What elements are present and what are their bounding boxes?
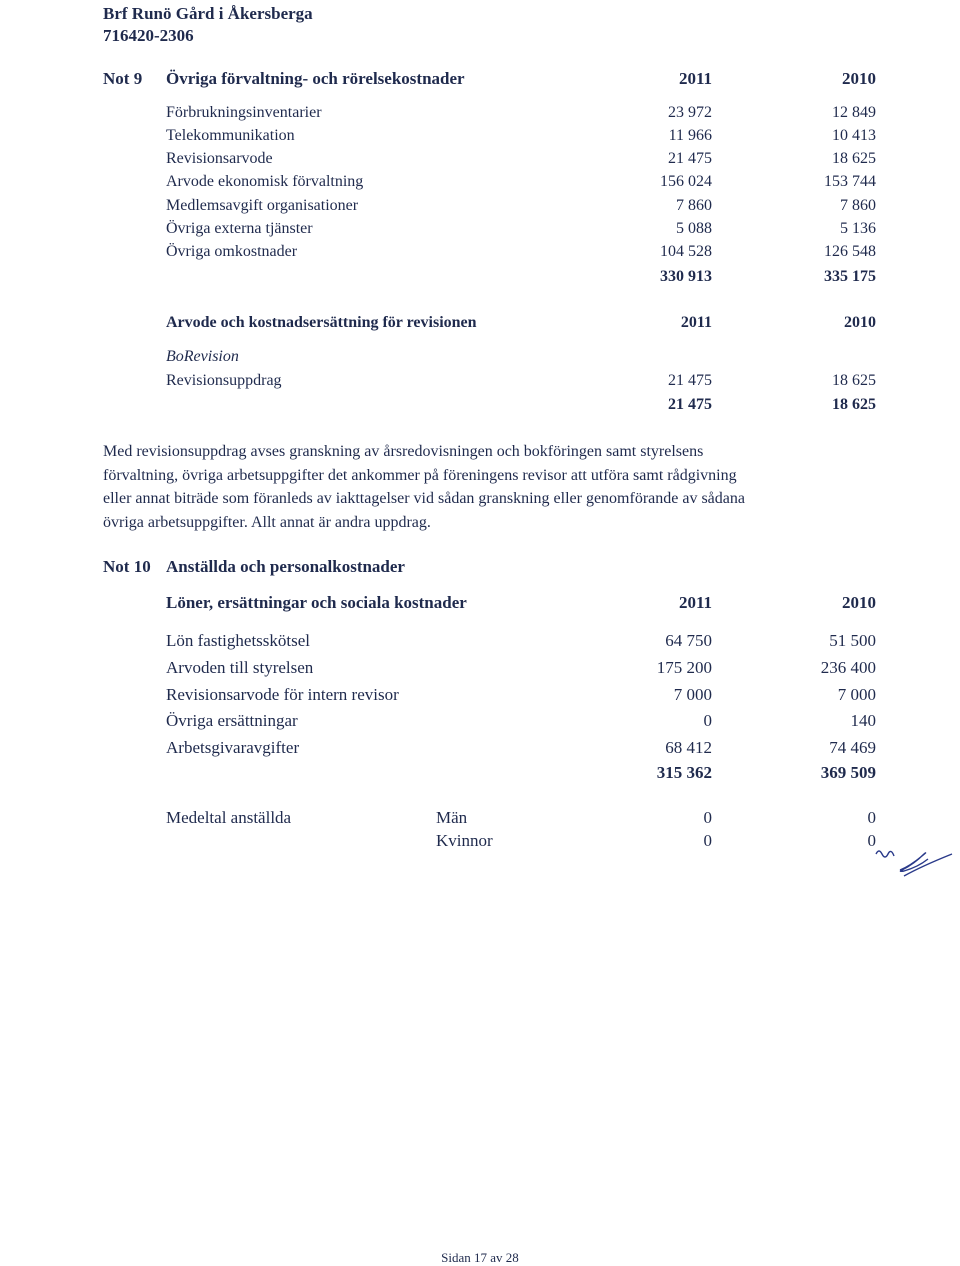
table-row-label: Övriga ersättningar — [166, 711, 298, 730]
table-cell-2010: 140 — [850, 711, 876, 730]
note9-year1: 2011 — [678, 69, 712, 88]
paragraph-line: eller annat biträde som föranleds av iakttagelser vid sådan granskning eller genomförande av sådana — [103, 490, 745, 507]
audit-total-2011: 21 475 — [668, 396, 712, 413]
table-cell-2010: 5 136 — [840, 220, 876, 237]
audit-year1: 2011 — [680, 314, 712, 331]
table-cell-2010: 7 000 — [837, 685, 876, 704]
table-cell-2011: 156 024 — [660, 173, 712, 190]
table-cell-2010: 12 849 — [832, 104, 876, 121]
audit-year2: 2010 — [844, 314, 876, 331]
note9-title: Övriga förvaltning- och rörelsekostnader — [166, 69, 465, 88]
audit-total-2010: 18 625 — [832, 396, 876, 413]
table-cell-2010: 74 469 — [829, 738, 876, 757]
table-cell-2011: 5 088 — [676, 220, 712, 237]
table-row-label: Övriga omkostnader — [166, 243, 298, 260]
table-row-label: Medlemsavgift organisationer — [166, 197, 359, 214]
note10-subtitle: Löner, ersättningar och sociala kostnader — [166, 593, 467, 612]
table-row-label: Telekommunikation — [166, 127, 295, 144]
paragraph-line: Med revisionsuppdrag avses granskning av årsredovisningen och bokföringen samt styrelsens — [103, 443, 704, 460]
employees-men-2011: 0 — [703, 808, 712, 827]
employees-men-label: Män — [436, 808, 468, 827]
table-cell-2010: 7 860 — [840, 197, 876, 214]
table-cell-2010: 10 413 — [832, 127, 876, 144]
table-cell-2011: 68 412 — [665, 738, 712, 757]
table-row-label: Revisionsarvode — [166, 150, 273, 167]
table-cell-2011: 23 972 — [668, 104, 712, 121]
audit-cell-2010: 18 625 — [832, 372, 876, 389]
employees-women-2011: 0 — [703, 831, 712, 850]
org-number: 716420-2306 — [103, 26, 194, 45]
note9-total-2010: 335 175 — [824, 268, 876, 285]
note10-total-2010: 369 509 — [820, 763, 876, 782]
table-row-label: Arvode ekonomisk förvaltning — [166, 173, 364, 190]
note9-year2: 2010 — [842, 69, 876, 88]
audit-fee-title: Arvode och kostnadsersättning för revisionen — [166, 314, 477, 331]
table-cell-2011: 7 000 — [673, 685, 712, 704]
table-row-label: Lön fastighetsskötsel — [166, 631, 311, 650]
table-cell-2011: 7 860 — [676, 197, 712, 214]
audit-firm: BoRevision — [166, 348, 239, 365]
note10-title: Anställda och personalkostnader — [166, 557, 405, 576]
company-name: Brf Runö Gård i Åkersberga — [103, 4, 313, 23]
table-cell-2010: 18 625 — [832, 150, 876, 167]
table-row-label: Arbetsgivaravgifter — [166, 738, 300, 757]
note10-label: Not 10 — [103, 557, 151, 576]
table-cell-2011: 175 200 — [656, 658, 712, 677]
page-number: Sidan 17 av 28 — [441, 1250, 519, 1265]
table-cell-2011: 104 528 — [660, 243, 712, 260]
table-cell-2010: 126 548 — [824, 243, 876, 260]
paragraph-line: förvaltning, övriga arbetsuppgifter det ankommer på föreningens revisor att utföra samt rådgivning — [103, 466, 737, 484]
note9-label: Not 9 — [103, 69, 143, 88]
table-cell-2010: 51 500 — [829, 631, 876, 650]
table-row-label: Förbrukningsinventarier — [166, 104, 322, 121]
audit-description — [103, 440, 843, 534]
note10-year2: 2010 — [842, 593, 876, 612]
audit-cell-2011: 21 475 — [668, 372, 712, 389]
table-cell-2011: 64 750 — [665, 631, 712, 650]
table-row-label: Revisionsarvode för intern revisor — [166, 685, 399, 704]
table-row-label: Arvoden till styrelsen — [166, 658, 314, 677]
audit-row-label: Revisionsuppdrag — [166, 372, 282, 389]
employees-women-2010: 0 — [867, 831, 876, 850]
employees-label: Medeltal anställda — [166, 808, 292, 827]
paragraph-line: övriga arbetsuppgifter. Allt annat är andra uppdrag. — [103, 513, 431, 531]
note9-total-2011: 330 913 — [660, 268, 712, 285]
table-cell-2011: 21 475 — [668, 150, 712, 167]
employees-men-2010: 0 — [867, 808, 876, 827]
note10-total-2011: 315 362 — [656, 763, 712, 782]
table-cell-2011: 11 966 — [668, 127, 712, 144]
note10-year1: 2011 — [678, 593, 712, 612]
table-cell-2010: 153 744 — [824, 173, 876, 190]
handwritten-initials — [870, 840, 960, 890]
employees-women-label: Kvinnor — [436, 831, 493, 850]
table-cell-2010: 236 400 — [820, 658, 876, 677]
table-cell-2011: 0 — [703, 711, 712, 730]
table-row-label: Övriga externa tjänster — [166, 220, 313, 237]
